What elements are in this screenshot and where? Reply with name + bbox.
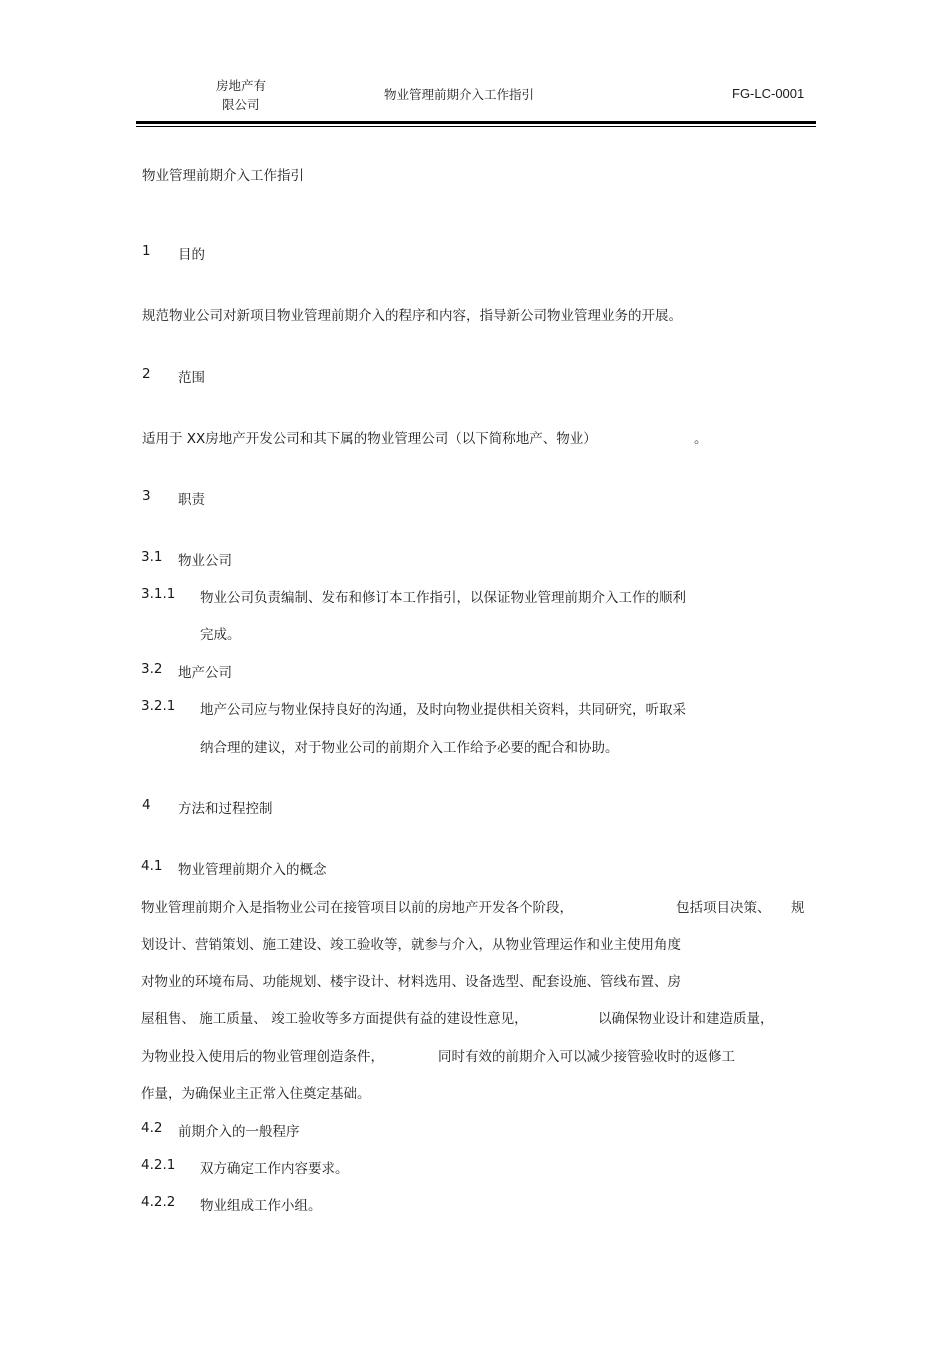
section-4-1-para-line1a: 物业管理前期介入是指物业公司在接管项目以前的房地产开发各个阶段， [141, 900, 573, 916]
section-4-1-para-line1c: 规 [791, 900, 805, 916]
header-rule-thick [136, 121, 816, 124]
header-company-line2: 限公司 [222, 97, 260, 112]
section-4-1-heading: 物业管理前期介入的概念 [178, 862, 327, 878]
section-4-1-para-line3: 对物业的环境布局、功能规划、楼宇设计、材料选用、设备选型、配套设施、管线布置、房 [141, 974, 681, 990]
section-3-1-1-number: 3.1.1 [141, 586, 176, 602]
section-3-number: 3 [142, 488, 151, 504]
header-title: 物业管理前期介入工作指引 [384, 87, 535, 102]
section-1-heading: 目的 [178, 247, 205, 263]
section-4-2-2-number: 4.2.2 [141, 1194, 176, 1210]
section-4-number: 4 [142, 797, 151, 813]
section-4-2-1-number: 4.2.1 [141, 1157, 176, 1173]
section-3-2-1-line2: 纳合理的建议，对于物业公司的前期介入工作给予必要的配合和协助。 [200, 740, 619, 756]
header-rule-thin [136, 126, 816, 127]
section-4-2-number: 4.2 [141, 1120, 163, 1136]
doc-title: 物业管理前期介入工作指引 [142, 168, 304, 184]
section-3-1-heading: 物业公司 [178, 553, 232, 569]
header-doc-code: FG-LC-0001 [732, 86, 805, 101]
section-4-1-para-line4b: 以确保物业设计和建造质量， [598, 1011, 774, 1027]
section-2-body-end: 。 [694, 431, 708, 447]
section-4-2-1-text: 双方确定工作内容要求。 [200, 1161, 349, 1177]
section-2-heading: 范围 [178, 370, 205, 386]
section-3-2-heading: 地产公司 [178, 665, 232, 681]
header-company-line1: 房地产有 [216, 78, 267, 93]
section-3-1-number: 3.1 [141, 549, 163, 565]
section-2-body: 适用于 XX房地产开发公司和其下属的物业管理公司（以下简称地产、物业） [142, 431, 597, 447]
section-3-1-1-line1: 物业公司负责编制、发布和修订本工作指引，以保证物业管理前期介入工作的顺利 [200, 590, 686, 606]
section-3-2-1-line1: 地产公司应与物业保持良好的沟通，及时向物业提供相关资料，共同研究，听取采 [200, 702, 686, 718]
section-4-1-number: 4.1 [141, 858, 163, 874]
section-4-1-para-line1b: 包括项目决策、 [676, 900, 771, 916]
section-4-1-para-line5b: 同时有效的前期介入可以减少接管验收时的返修工 [438, 1049, 735, 1065]
section-4-1-para-line5a: 为物业投入使用后的物业管理创造条件， [141, 1049, 384, 1065]
section-4-1-para-line6: 作量，为确保业主正常入住奠定基础。 [141, 1086, 371, 1102]
section-3-1-1-line2: 完成。 [200, 627, 241, 643]
section-4-2-2-text: 物业组成工作小组。 [200, 1198, 322, 1214]
section-1-body: 规范物业公司对新项目物业管理前期介入的程序和内容，指导新公司物业管理业务的开展。 [142, 308, 682, 324]
section-3-heading: 职责 [178, 492, 205, 508]
section-2-number: 2 [142, 366, 151, 382]
section-1-number: 1 [142, 243, 151, 259]
section-4-2-heading: 前期介入的一般程序 [178, 1124, 300, 1140]
section-3-2-number: 3.2 [141, 661, 163, 677]
section-4-heading: 方法和过程控制 [178, 801, 273, 817]
section-3-2-1-number: 3.2.1 [141, 698, 176, 714]
section-4-1-para-line4a: 屋租售、 施工质量、 竣工验收等多方面提供有益的建设性意见， [141, 1011, 528, 1027]
section-4-1-para-line2: 划设计、营销策划、施工建设、竣工验收等，就参与介入，从物业管理运作和业主使用角度 [141, 937, 681, 953]
